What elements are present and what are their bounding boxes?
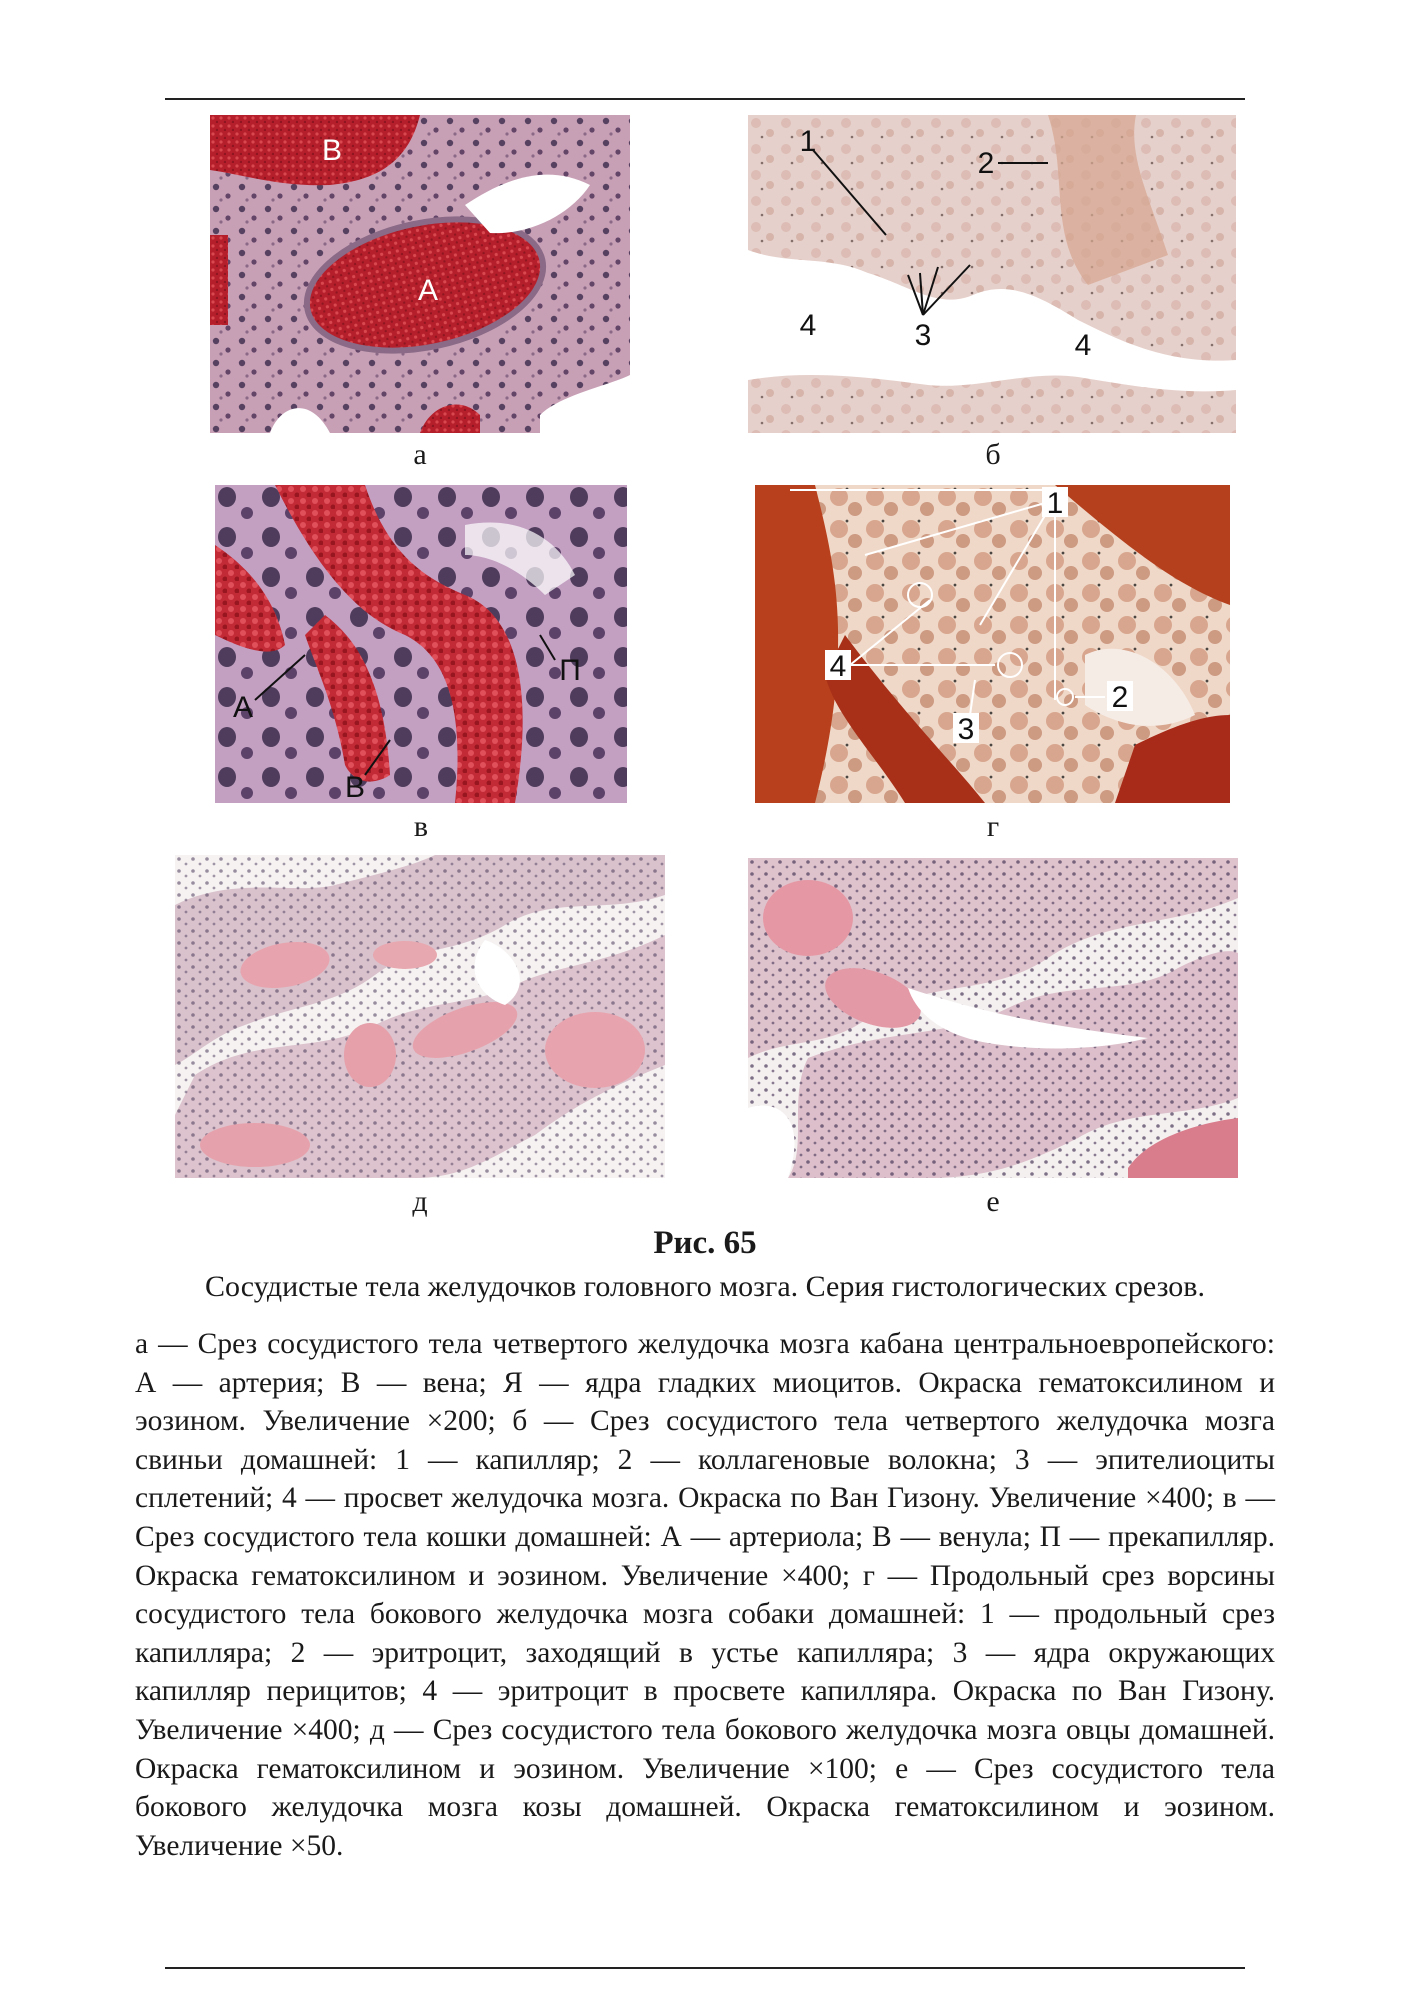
label-venule: В	[344, 771, 366, 803]
label-artery: А	[417, 274, 439, 307]
label-3: 3	[914, 319, 932, 352]
label-2: 2	[1111, 681, 1129, 714]
label-2: 2	[977, 147, 995, 180]
panel-letter-b: б	[985, 438, 1001, 471]
micrograph-g	[755, 485, 1230, 803]
label-3: 3	[957, 713, 975, 746]
figure-number: Рис. 65	[653, 1225, 757, 1261]
panel-letter-e: е	[986, 1185, 1000, 1218]
label-precapillary: П	[559, 654, 581, 687]
top-rule	[165, 98, 1245, 100]
figure-description: а — Срез сосудистого тела четвертого желудочка мозга кабана центральноевропейского: А — артерия; В — вена; Я — ядра гладких миоцитов. Окраска гематоксилином и эозином. Увеличение ×200; б — Срез сосудистого тела четвертого желудочка мозга свиньи домашней: 1 — капилляр; 2 — коллагеновые волокна; 3 — эпителиоциты сплетений; 4 — просвет желудочка мозга. Окраска по Ван Гизону. Увеличение ×400; в — Срез сосудистого тела кошки домашней: А — артериола; В — венула; П — прекапилляр. Окраска гематоксилином и эозином. Увеличение ×400; г — Продольный срез ворсины сосудистого тела бокового желудочка мозга собаки домашней: 1 — продольный срез капилляра; 2 — эритроцит, заходящий в устье капилляра; 3 — ядра окружающих капилляр перицитов; 4 — эритроцит в просвете капилляра. Окраска по Ван Гизону. Увеличение ×400; д — Срез сосудистого тела бокового желудочка мозга овцы домашней. Окраска гематоксилином и эозином. Увеличение ×100; е — Срез сосудистого тела бокового желудочка мозга козы домашней. Окраска гематоксилином и эозином. Увеличение ×50.	[135, 1328, 1275, 1862]
label-1: 1	[1046, 487, 1064, 520]
panel-letter-d: д	[412, 1185, 428, 1218]
label-1: 1	[799, 125, 817, 158]
micrograph-v	[215, 485, 627, 803]
label-4: 4	[829, 650, 847, 683]
micrograph-a	[210, 115, 630, 433]
label-arteriole: А	[232, 691, 254, 724]
bottom-rule	[165, 1967, 1245, 1969]
panel-letter-v: в	[413, 810, 429, 843]
panel-letter-a: а	[413, 438, 427, 471]
panel-letter-g: г	[986, 810, 1000, 843]
micrograph-d	[175, 855, 665, 1178]
label-vein: В	[321, 134, 343, 167]
label-4-left: 4	[799, 309, 817, 342]
micrograph-e	[748, 858, 1238, 1178]
figure-title: Сосудистые тела желудочков головного мозга. Серия гистологических срезов.	[205, 1270, 1205, 1303]
micrograph-b	[748, 115, 1236, 433]
label-4-right: 4	[1074, 329, 1092, 362]
